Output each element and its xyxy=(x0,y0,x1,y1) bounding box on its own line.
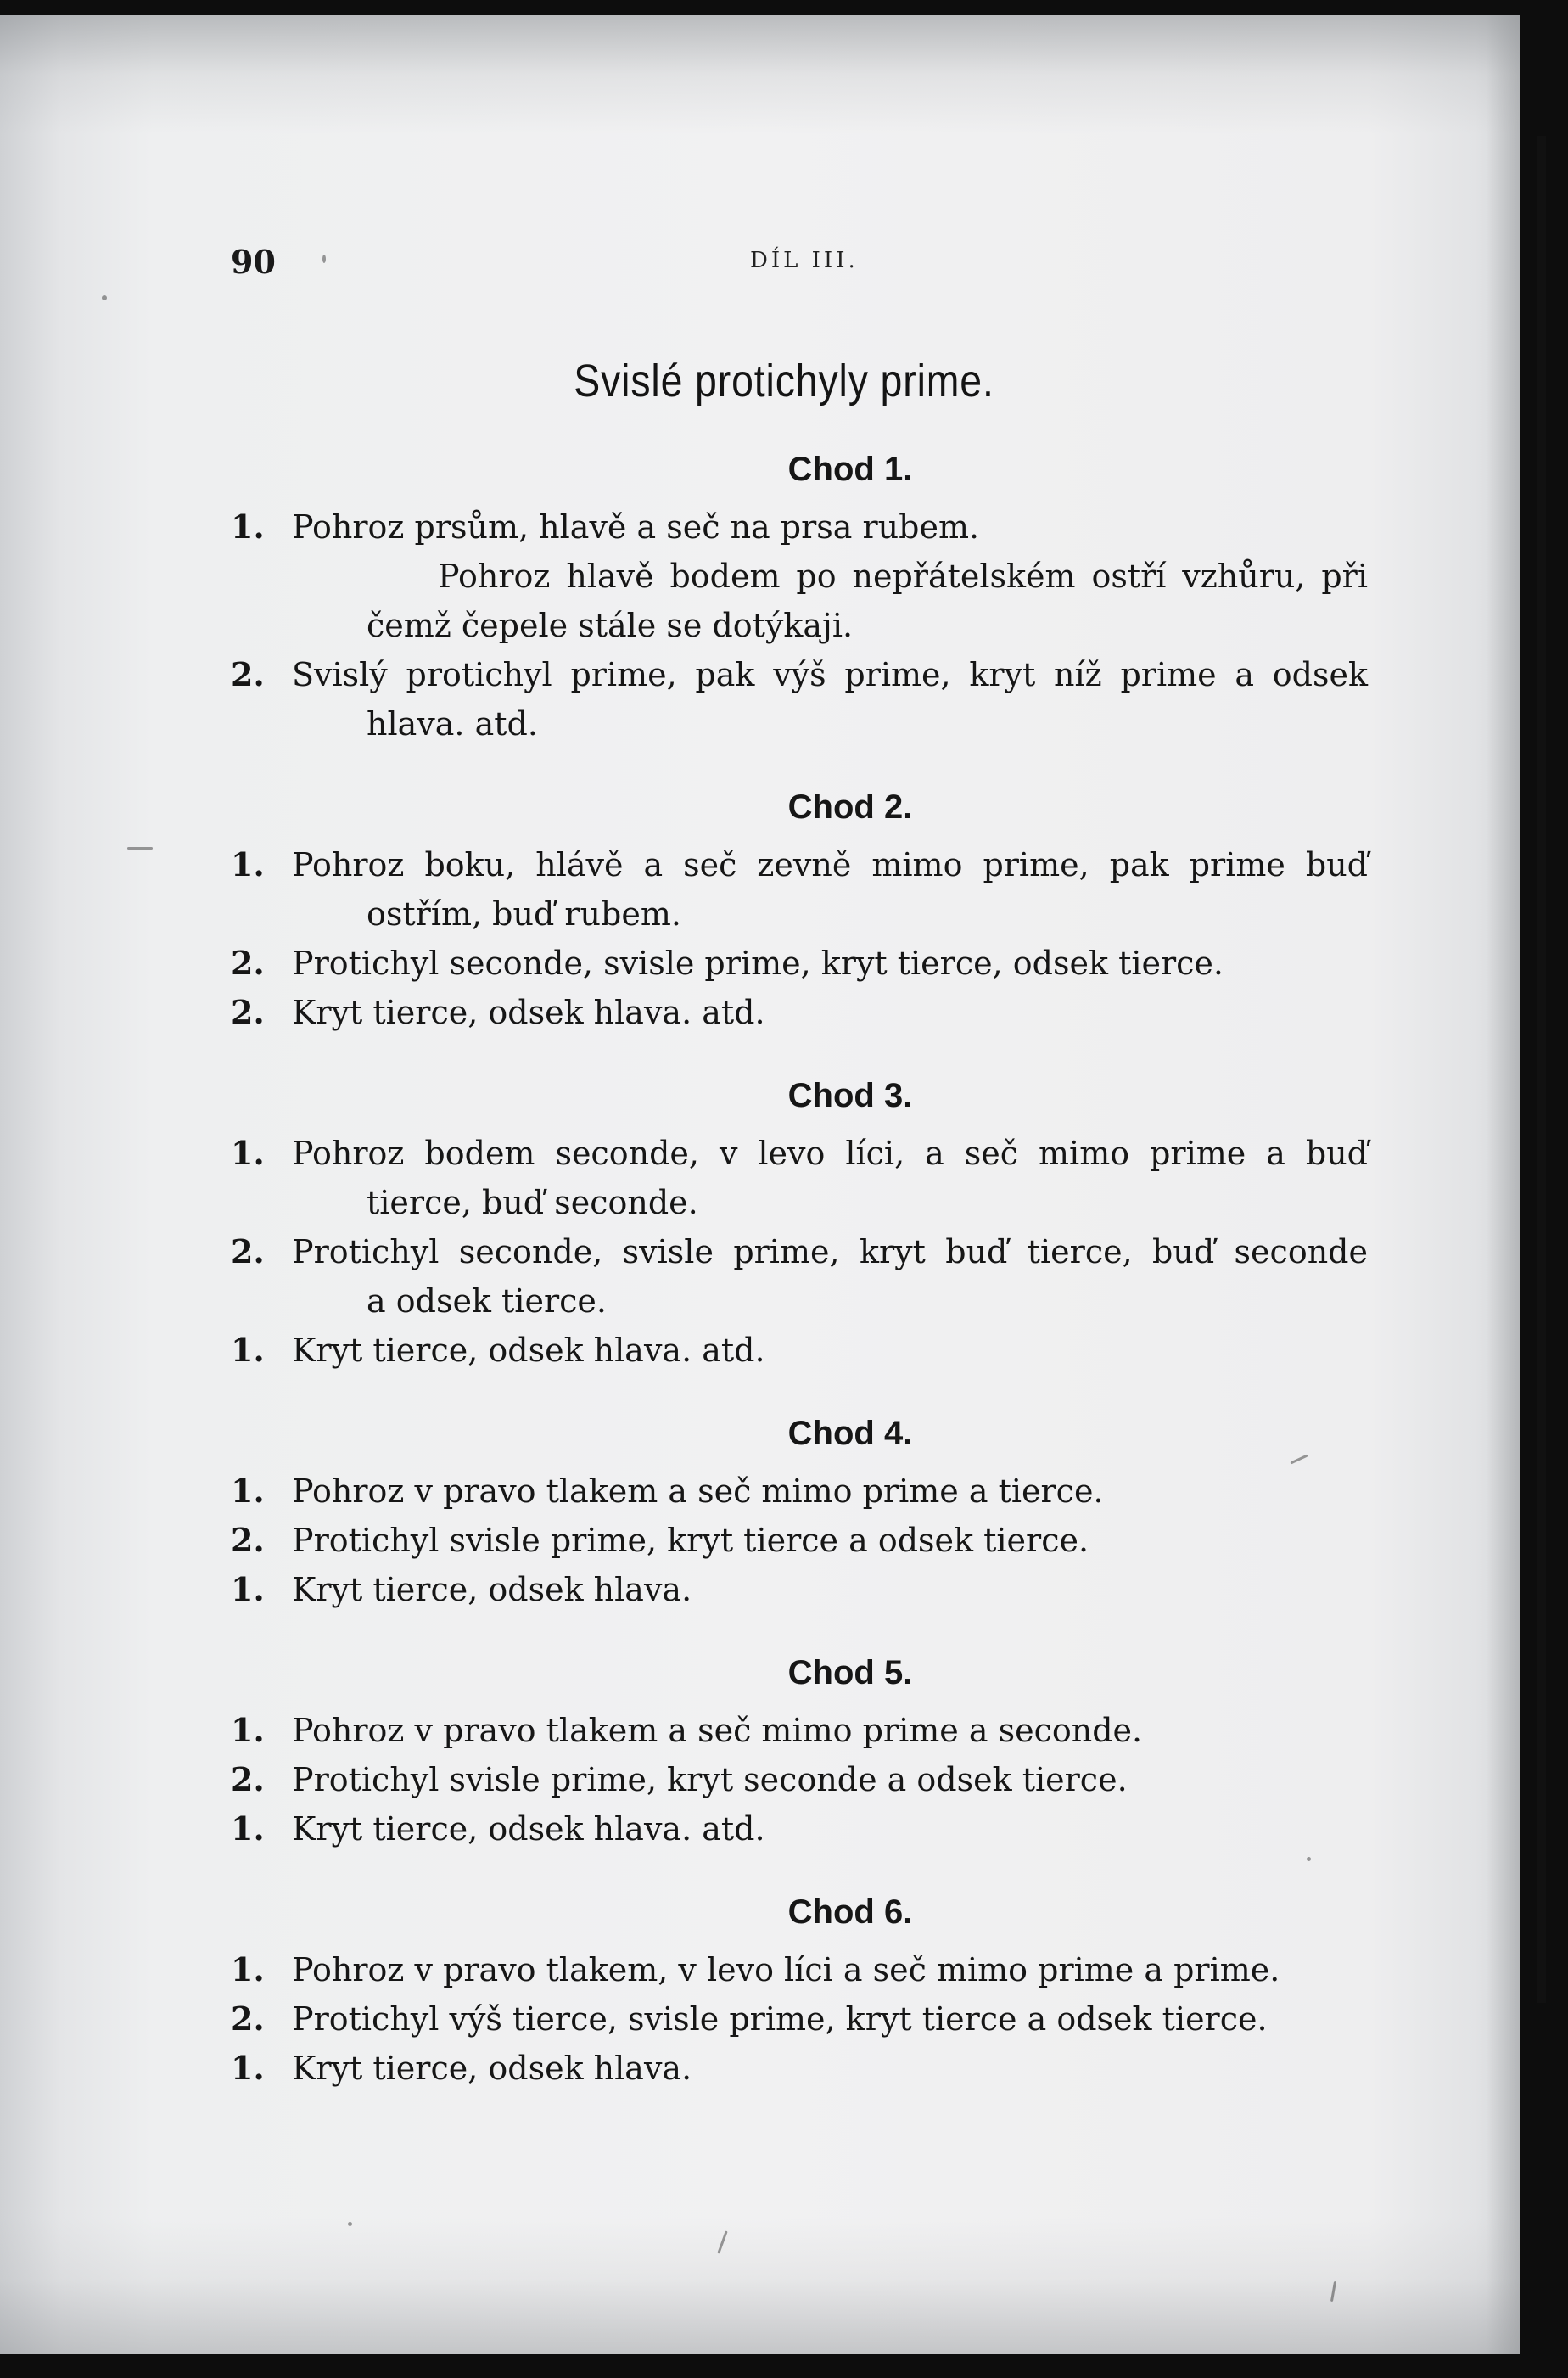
line-text: Kryt tierce, odsek hlava. atd. xyxy=(292,994,765,1031)
line-text: Kryt tierce, odsek hlava. xyxy=(292,1571,692,1608)
text-line xyxy=(231,1945,1368,1994)
line-number: 2. xyxy=(231,655,265,693)
chod-heading: Chod 3. xyxy=(787,1077,913,1114)
line-text: Pohroz hlavě bodem po nepřátelském ostří vzhůru, při xyxy=(438,558,1368,595)
text-line xyxy=(231,1227,1368,1276)
chod-heading: Chod 5. xyxy=(787,1654,913,1691)
text-line xyxy=(231,502,1368,552)
line-number: 1. xyxy=(231,508,265,546)
scan-shadow-bottom xyxy=(0,2218,1520,2354)
text-line xyxy=(231,1326,1368,1375)
line-text: Protichyl svisle prime, kryt tierce a odsek tierce. xyxy=(292,1522,1089,1559)
chod-section xyxy=(231,781,1368,1037)
text-line xyxy=(231,840,1368,889)
line-text: Kryt tierce, odsek hlava. xyxy=(292,2050,692,2087)
line-number: 1. xyxy=(231,1134,265,1172)
text-line xyxy=(231,601,1368,650)
running-head xyxy=(231,243,1368,294)
line-number: 2. xyxy=(231,944,265,982)
line-number: 2. xyxy=(231,993,265,1031)
text-line xyxy=(231,650,1368,699)
text-line xyxy=(231,1994,1368,2044)
line-text: Protichyl seconde, svisle prime, kryt tierce, odsek tierce. xyxy=(292,945,1224,982)
chod-section xyxy=(231,443,1368,749)
chod-section xyxy=(231,1069,1368,1375)
chod-section xyxy=(231,1407,1368,1614)
text-body xyxy=(231,443,1368,2125)
chod-heading: Chod 2. xyxy=(787,788,913,826)
part-label: DÍL III. xyxy=(750,248,859,273)
line-text: Pohroz v pravo tlakem, v levo líci a seč mimo prime a prime. xyxy=(292,1951,1280,1988)
line-number: 2. xyxy=(231,1232,265,1270)
page-edge-shadow xyxy=(1487,15,1520,2354)
line-text: Pohroz v pravo tlakem a seč mimo prime a tierce. xyxy=(292,1472,1104,1510)
line-number: 1. xyxy=(231,2049,265,2087)
line-text: Pohroz bodem seconde, v levo líci, a seč mimo prime a buď xyxy=(292,1135,1368,1172)
chod-section xyxy=(231,1886,1368,2093)
text-line xyxy=(231,2044,1368,2093)
line-number: 1. xyxy=(231,845,265,883)
text-line xyxy=(231,1516,1368,1565)
text-line xyxy=(231,1804,1368,1854)
chod-heading: Chod 6. xyxy=(787,1893,913,1931)
text-line xyxy=(231,1276,1368,1326)
line-number: 1. xyxy=(231,1331,265,1369)
text-line xyxy=(231,1706,1368,1755)
text-line xyxy=(231,1565,1368,1614)
page-title: Svislé protichyly prime. xyxy=(574,356,994,407)
dust-speck xyxy=(127,847,153,850)
chod-section xyxy=(231,1646,1368,1854)
page-number: 90 xyxy=(231,243,276,281)
chod-heading: Chod 4. xyxy=(787,1415,913,1452)
text-line xyxy=(231,1755,1368,1804)
line-number: 1. xyxy=(231,1472,265,1510)
text-line xyxy=(231,699,1368,749)
line-text: tierce, buď seconde. xyxy=(367,1184,698,1221)
scan-shadow-top xyxy=(0,15,1520,134)
line-number: 1. xyxy=(231,1711,265,1749)
chod-heading: Chod 1. xyxy=(787,451,913,488)
line-number: 1. xyxy=(231,1950,265,1988)
line-text: Kryt tierce, odsek hlava. atd. xyxy=(292,1332,765,1369)
line-number: 1. xyxy=(231,1570,265,1608)
line-text: Protichyl výš tierce, svisle prime, kryt tierce a odsek tierce. xyxy=(292,2000,1268,2038)
line-number: 1. xyxy=(231,1809,265,1848)
text-line xyxy=(231,1467,1368,1516)
line-text: Kryt tierce, odsek hlava. atd. xyxy=(292,1810,765,1848)
line-number: 2. xyxy=(231,1760,265,1798)
line-text: Protichyl seconde, svisle prime, kryt buď tierce, buď seconde xyxy=(292,1233,1368,1270)
text-line xyxy=(231,1129,1368,1178)
line-text: Protichyl svisle prime, kryt seconde a odsek tierce. xyxy=(292,1761,1128,1798)
text-line xyxy=(231,889,1368,939)
text-line xyxy=(231,1178,1368,1227)
dust-speck xyxy=(102,295,107,300)
line-text: Svislý protichyl prime, pak výš prime, kryt níž prime a odsek xyxy=(292,656,1368,693)
line-text: a odsek tierce. xyxy=(367,1282,607,1320)
dust-speck xyxy=(348,2222,352,2226)
text-line xyxy=(231,939,1368,988)
line-text: ostřím, buď rubem. xyxy=(367,895,681,933)
line-number: 2. xyxy=(231,1521,265,1559)
line-text: Pohroz prsům, hlavě a seč na prsa rubem. xyxy=(292,508,980,546)
binding-edge xyxy=(1537,136,1546,2003)
line-text: Pohroz boku, hlávě a seč zevně mimo prime, pak prime buď xyxy=(292,846,1368,883)
text-line xyxy=(231,552,1368,601)
text-line xyxy=(231,988,1368,1037)
line-text: hlava. atd. xyxy=(367,705,538,743)
book-page xyxy=(0,15,1520,2354)
line-number: 2. xyxy=(231,1999,265,2038)
line-text: Pohroz v pravo tlakem a seč mimo prime a seconde. xyxy=(292,1712,1143,1749)
line-text: čemž čepele stále se dotýkaji. xyxy=(367,607,854,644)
